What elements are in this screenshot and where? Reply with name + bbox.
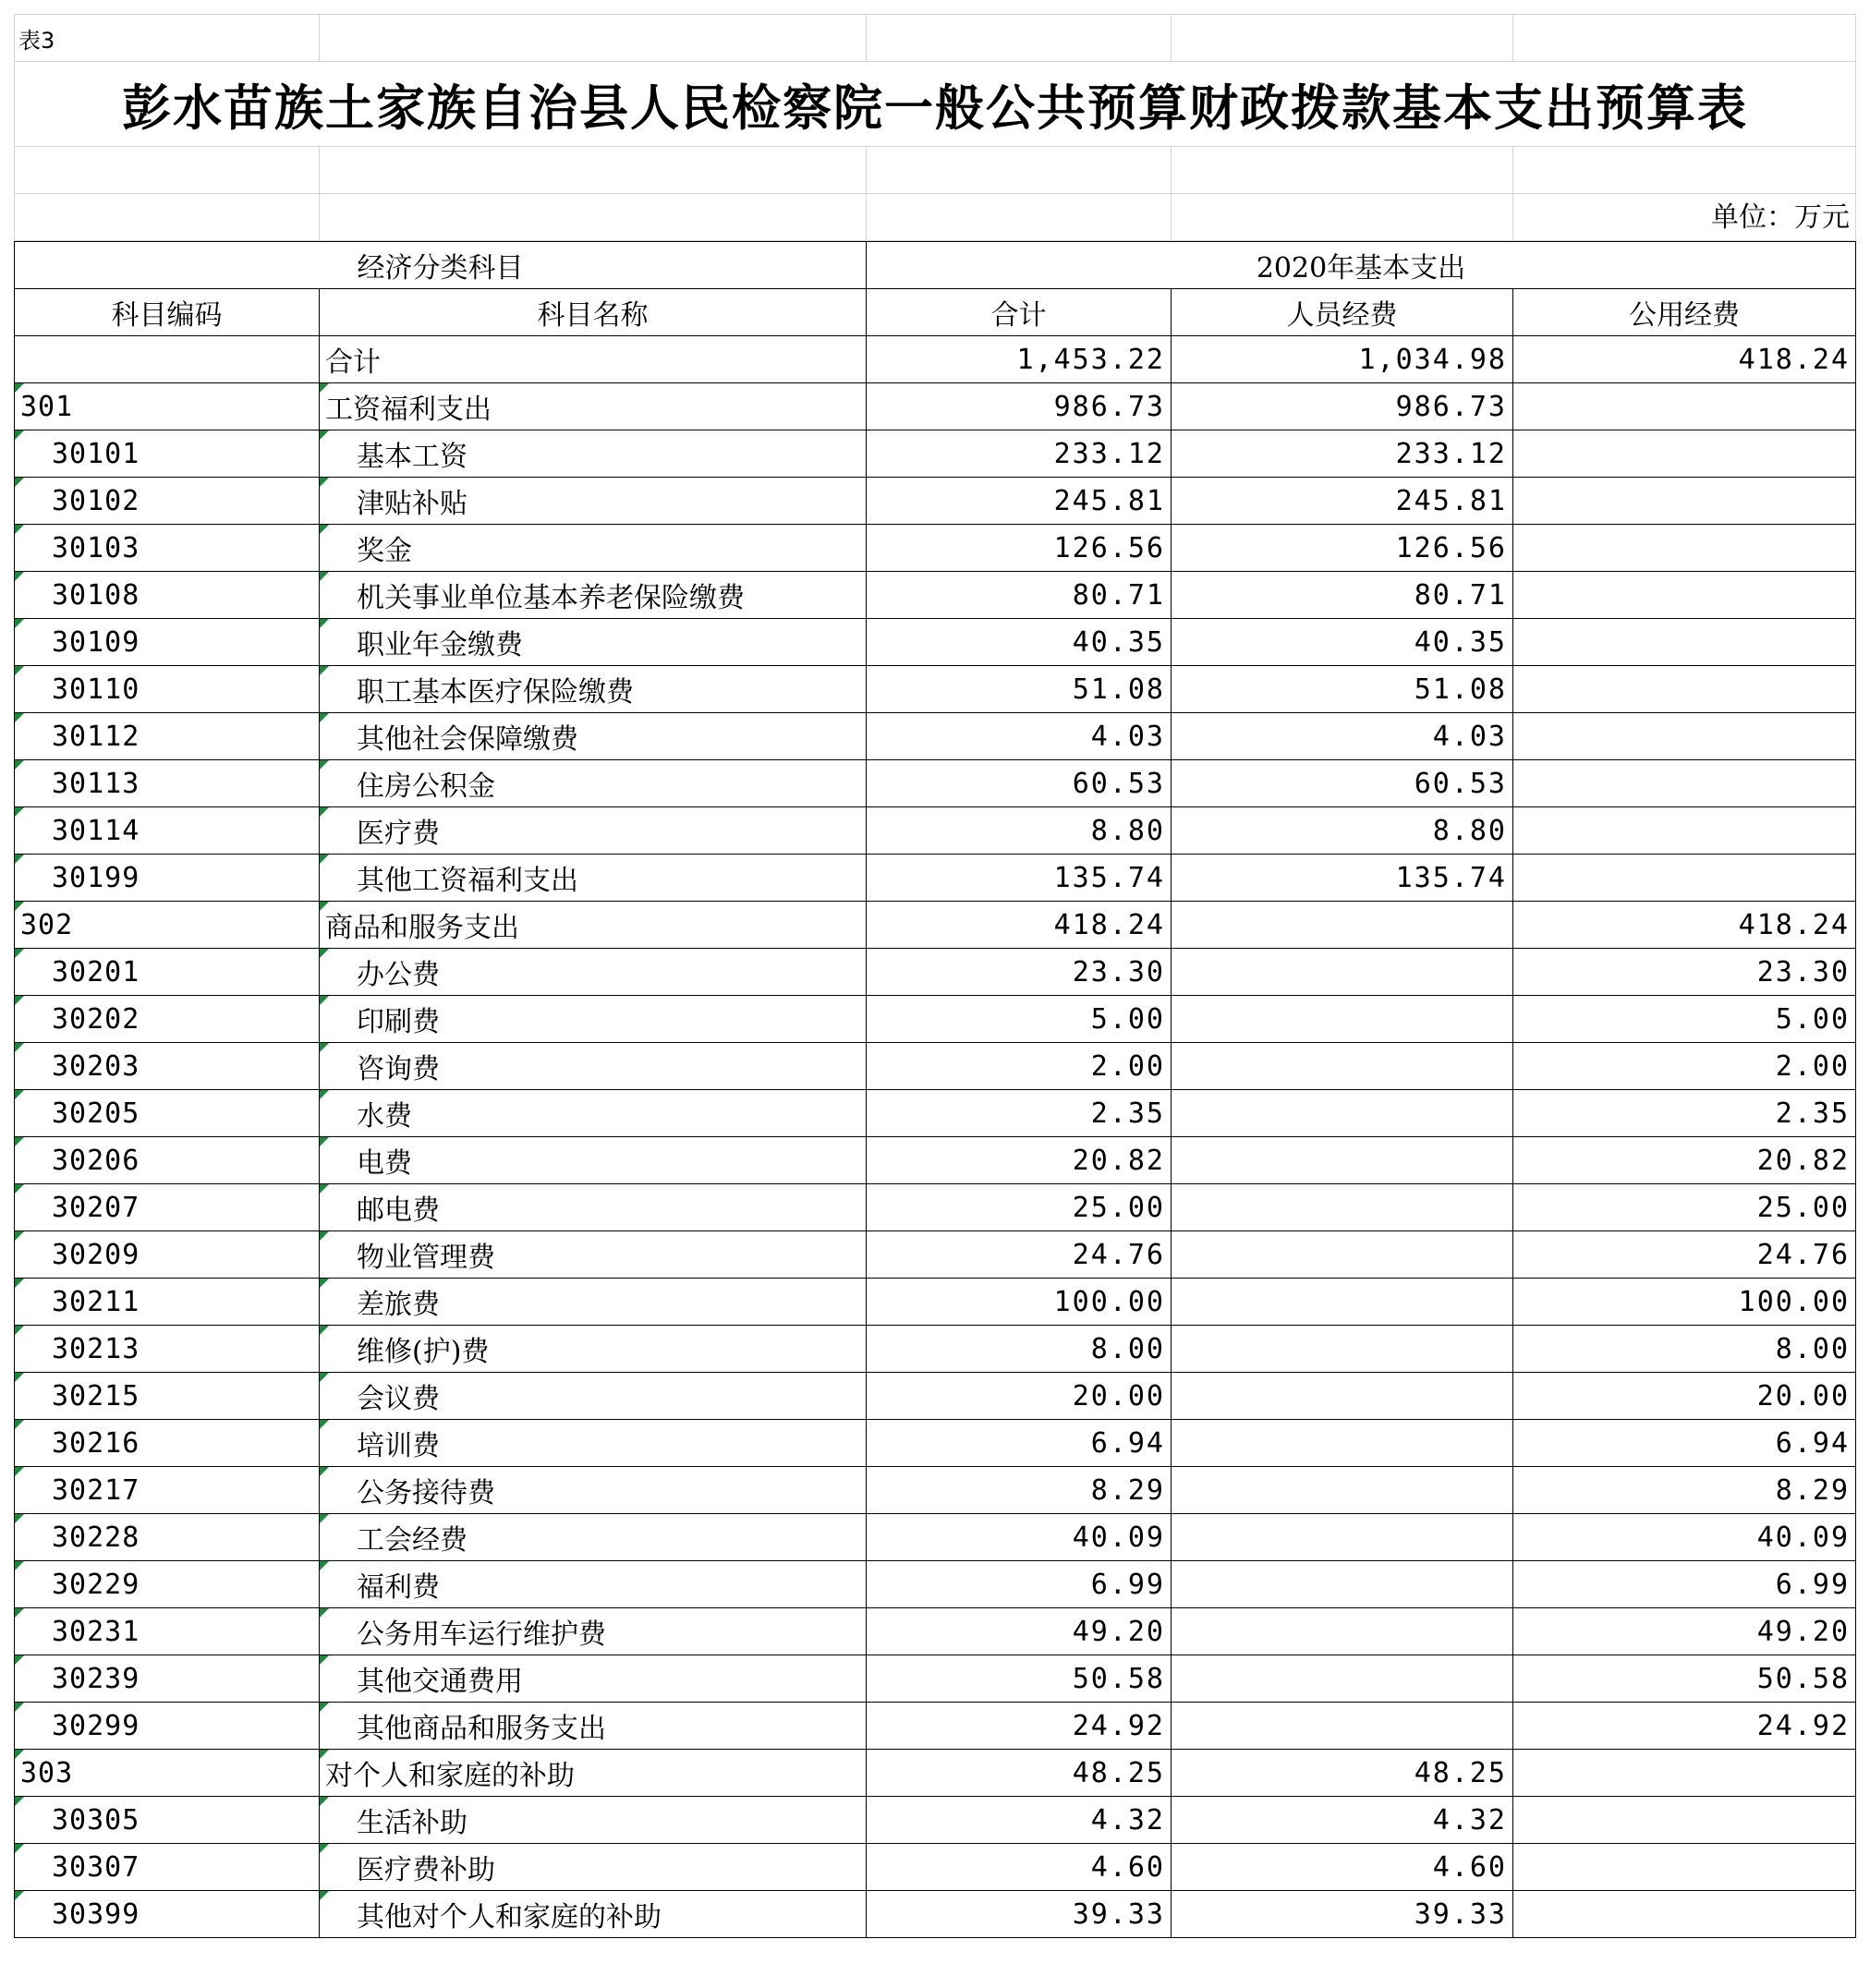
account-code-cell[interactable]: 30205: [15, 1090, 320, 1137]
total-cell[interactable]: 8.80: [867, 807, 1172, 855]
personnel-cell[interactable]: 51.08: [1172, 666, 1513, 713]
public-cell[interactable]: 20.00: [1513, 1373, 1856, 1420]
account-name-cell[interactable]: 邮电费: [320, 1184, 867, 1231]
personnel-cell[interactable]: 126.56: [1172, 525, 1513, 572]
public-cell[interactable]: [1513, 1844, 1856, 1891]
account-code-cell[interactable]: 30112: [15, 713, 320, 760]
account-name-cell[interactable]: 培训费: [320, 1420, 867, 1467]
account-name-cell[interactable]: 生活补助: [320, 1797, 867, 1844]
total-cell[interactable]: 2.35: [867, 1090, 1172, 1137]
total-cell[interactable]: 986.73: [867, 383, 1172, 430]
table-row: [15, 525, 1856, 572]
total-cell[interactable]: 233.12: [867, 430, 1172, 478]
table-row: [15, 1797, 1856, 1844]
public-cell[interactable]: [1513, 430, 1856, 478]
total-cell[interactable]: 80.71: [867, 572, 1172, 619]
account-code-cell[interactable]: 30199: [15, 855, 320, 902]
public-cell[interactable]: [1513, 807, 1856, 855]
total-cell[interactable]: 8.00: [867, 1326, 1172, 1373]
personnel-cell[interactable]: [1172, 1467, 1513, 1514]
public-cell[interactable]: [1513, 760, 1856, 807]
table-number: 表3: [15, 15, 320, 62]
table-row: [15, 666, 1856, 713]
empty-cell[interactable]: [1513, 15, 1856, 62]
table-row: [15, 1561, 1856, 1608]
column-header-name: 科目名称: [320, 289, 867, 336]
column-header-public: 公用经费: [1513, 289, 1856, 336]
public-cell[interactable]: 418.24: [1513, 336, 1856, 383]
table-row: [15, 996, 1856, 1043]
account-code-cell[interactable]: 30216: [15, 1420, 320, 1467]
public-cell[interactable]: 2.00: [1513, 1043, 1856, 1090]
column-header-personnel: 人员经费: [1172, 289, 1513, 336]
public-cell[interactable]: [1513, 383, 1856, 430]
public-cell[interactable]: 100.00: [1513, 1279, 1856, 1326]
personnel-cell[interactable]: [1172, 1090, 1513, 1137]
document-title: 彭水苗族土家族自治县人民检察院一般公共预算财政拨款基本支出预算表: [15, 62, 1856, 147]
public-cell[interactable]: 40.09: [1513, 1514, 1856, 1561]
total-cell[interactable]: 48.25: [867, 1750, 1172, 1797]
total-cell[interactable]: 40.35: [867, 619, 1172, 666]
table-row: [15, 1514, 1856, 1561]
personnel-cell[interactable]: [1172, 1184, 1513, 1231]
public-cell[interactable]: 24.92: [1513, 1703, 1856, 1750]
personnel-cell[interactable]: 233.12: [1172, 430, 1513, 478]
account-name-cell[interactable]: 津贴补贴: [320, 478, 867, 525]
table-row: [15, 1137, 1856, 1184]
personnel-cell[interactable]: 60.53: [1172, 760, 1513, 807]
account-name-cell[interactable]: 住房公积金: [320, 760, 867, 807]
account-code-cell[interactable]: 30228: [15, 1514, 320, 1561]
table-row: [15, 1326, 1856, 1373]
account-name-cell[interactable]: 公务接待费: [320, 1467, 867, 1514]
total-cell[interactable]: 24.92: [867, 1703, 1172, 1750]
account-code-cell[interactable]: 30103: [15, 525, 320, 572]
account-name-cell[interactable]: 印刷费: [320, 996, 867, 1043]
group-header-basic-expenditure: 2020年基本支出: [867, 242, 1856, 289]
account-name-cell[interactable]: 物业管理费: [320, 1231, 867, 1279]
table-row: [15, 807, 1856, 855]
account-code-cell[interactable]: 30207: [15, 1184, 320, 1231]
empty-cell[interactable]: [1172, 194, 1513, 241]
personnel-cell[interactable]: [1172, 1703, 1513, 1750]
account-name-cell[interactable]: 公务用车运行维护费: [320, 1608, 867, 1655]
total-cell[interactable]: 135.74: [867, 855, 1172, 902]
account-code-cell[interactable]: [15, 336, 320, 383]
public-cell[interactable]: [1513, 619, 1856, 666]
total-cell[interactable]: 6.99: [867, 1561, 1172, 1608]
account-name-cell[interactable]: 职业年金缴费: [320, 619, 867, 666]
account-name-cell[interactable]: 商品和服务支出: [320, 902, 867, 949]
account-name-cell[interactable]: 工会经费: [320, 1514, 867, 1561]
total-cell[interactable]: 40.09: [867, 1514, 1172, 1561]
table-row: [15, 949, 1856, 996]
table-row: [15, 713, 1856, 760]
total-cell[interactable]: 20.82: [867, 1137, 1172, 1184]
account-code-cell[interactable]: 30217: [15, 1467, 320, 1514]
account-code-cell[interactable]: 30211: [15, 1279, 320, 1326]
empty-cell[interactable]: [320, 15, 867, 62]
total-cell[interactable]: 49.20: [867, 1608, 1172, 1655]
account-name-cell[interactable]: 差旅费: [320, 1279, 867, 1326]
empty-cell[interactable]: [1513, 147, 1856, 194]
table-row: [15, 619, 1856, 666]
table-row: [15, 1184, 1856, 1231]
total-cell[interactable]: 1,453.22: [867, 336, 1172, 383]
total-cell[interactable]: 51.08: [867, 666, 1172, 713]
total-cell[interactable]: 5.00: [867, 996, 1172, 1043]
total-cell[interactable]: 24.76: [867, 1231, 1172, 1279]
table-row: [15, 760, 1856, 807]
account-name-cell[interactable]: 工资福利支出: [320, 383, 867, 430]
personnel-cell[interactable]: 48.25: [1172, 1750, 1513, 1797]
account-name-cell[interactable]: 职工基本医疗保险缴费: [320, 666, 867, 713]
total-cell[interactable]: 50.58: [867, 1655, 1172, 1703]
total-cell[interactable]: 60.53: [867, 760, 1172, 807]
account-name-cell[interactable]: 对个人和家庭的补助: [320, 1750, 867, 1797]
account-name-cell[interactable]: 其他对个人和家庭的补助: [320, 1891, 867, 1938]
public-cell[interactable]: [1513, 478, 1856, 525]
header-area: [14, 14, 1856, 241]
account-code-cell[interactable]: 30109: [15, 619, 320, 666]
table-row: [15, 1750, 1856, 1797]
spreadsheet: [14, 14, 1855, 1938]
account-code-cell[interactable]: 301: [15, 383, 320, 430]
group-header-economic-class: 经济分类科目: [15, 242, 867, 289]
account-name-cell[interactable]: 其他商品和服务支出: [320, 1703, 867, 1750]
public-cell[interactable]: 418.24: [1513, 902, 1856, 949]
table-row: [15, 1655, 1856, 1703]
total-cell[interactable]: 4.60: [867, 1844, 1172, 1891]
total-cell[interactable]: 2.00: [867, 1043, 1172, 1090]
total-cell[interactable]: 4.32: [867, 1797, 1172, 1844]
account-code-cell[interactable]: 30203: [15, 1043, 320, 1090]
personnel-cell[interactable]: 4.60: [1172, 1844, 1513, 1891]
account-name-cell[interactable]: 合计: [320, 336, 867, 383]
public-cell[interactable]: [1513, 855, 1856, 902]
empty-cell[interactable]: [1172, 15, 1513, 62]
account-name-cell[interactable]: 其他交通费用: [320, 1655, 867, 1703]
personnel-cell[interactable]: [1172, 1137, 1513, 1184]
empty-cell[interactable]: [867, 194, 1172, 241]
personnel-cell[interactable]: [1172, 1279, 1513, 1326]
account-name-cell[interactable]: 办公费: [320, 949, 867, 996]
empty-cell[interactable]: [1172, 147, 1513, 194]
personnel-cell[interactable]: [1172, 1608, 1513, 1655]
personnel-cell[interactable]: [1172, 1373, 1513, 1420]
account-code-cell[interactable]: 30305: [15, 1797, 320, 1844]
public-cell[interactable]: [1513, 713, 1856, 760]
account-code-cell[interactable]: 30114: [15, 807, 320, 855]
personnel-cell[interactable]: [1172, 1420, 1513, 1467]
account-code-cell[interactable]: 30399: [15, 1891, 320, 1938]
public-cell[interactable]: 24.76: [1513, 1231, 1856, 1279]
public-cell[interactable]: 49.20: [1513, 1608, 1856, 1655]
personnel-cell[interactable]: [1172, 1655, 1513, 1703]
account-name-cell[interactable]: 会议费: [320, 1373, 867, 1420]
account-name-cell[interactable]: 咨询费: [320, 1043, 867, 1090]
table-row: [15, 336, 1856, 383]
column-header-code: 科目编码: [15, 289, 320, 336]
personnel-cell[interactable]: 135.74: [1172, 855, 1513, 902]
total-cell[interactable]: 245.81: [867, 478, 1172, 525]
account-code-cell[interactable]: 30102: [15, 478, 320, 525]
account-code-cell[interactable]: 30213: [15, 1326, 320, 1373]
table-row: [15, 1703, 1856, 1750]
account-name-cell[interactable]: 水费: [320, 1090, 867, 1137]
personnel-cell[interactable]: 1,034.98: [1172, 336, 1513, 383]
personnel-cell[interactable]: 39.33: [1172, 1891, 1513, 1938]
personnel-cell[interactable]: [1172, 949, 1513, 996]
account-code-cell[interactable]: 30215: [15, 1373, 320, 1420]
table-row: [15, 1231, 1856, 1279]
public-cell[interactable]: [1513, 1891, 1856, 1938]
table-row: [15, 478, 1856, 525]
table-row: [15, 1043, 1856, 1090]
account-code-cell[interactable]: 30299: [15, 1703, 320, 1750]
table-row: [15, 1891, 1856, 1938]
total-cell[interactable]: 25.00: [867, 1184, 1172, 1231]
account-code-cell[interactable]: 30209: [15, 1231, 320, 1279]
total-cell[interactable]: 20.00: [867, 1373, 1172, 1420]
public-cell[interactable]: 25.00: [1513, 1184, 1856, 1231]
account-code-cell[interactable]: 30229: [15, 1561, 320, 1608]
account-name-cell[interactable]: 电费: [320, 1137, 867, 1184]
account-name-cell[interactable]: 其他工资福利支出: [320, 855, 867, 902]
account-name-cell[interactable]: 奖金: [320, 525, 867, 572]
public-cell[interactable]: 6.94: [1513, 1420, 1856, 1467]
public-cell[interactable]: [1513, 572, 1856, 619]
public-cell[interactable]: [1513, 1750, 1856, 1797]
table-row: [15, 855, 1856, 902]
public-cell[interactable]: 6.99: [1513, 1561, 1856, 1608]
personnel-cell[interactable]: 986.73: [1172, 383, 1513, 430]
total-cell[interactable]: 4.03: [867, 713, 1172, 760]
empty-cell[interactable]: [320, 147, 867, 194]
personnel-cell[interactable]: [1172, 1326, 1513, 1373]
personnel-cell[interactable]: 8.80: [1172, 807, 1513, 855]
account-code-cell[interactable]: 30110: [15, 666, 320, 713]
empty-cell[interactable]: [15, 194, 320, 241]
personnel-cell[interactable]: 245.81: [1172, 478, 1513, 525]
public-cell[interactable]: 8.00: [1513, 1326, 1856, 1373]
total-cell[interactable]: 126.56: [867, 525, 1172, 572]
account-name-cell[interactable]: 医疗费补助: [320, 1844, 867, 1891]
public-cell[interactable]: 2.35: [1513, 1090, 1856, 1137]
account-name-cell[interactable]: 机关事业单位基本养老保险缴费: [320, 572, 867, 619]
personnel-cell[interactable]: 4.32: [1172, 1797, 1513, 1844]
account-name-cell[interactable]: 其他社会保障缴费: [320, 713, 867, 760]
table-row: [15, 1279, 1856, 1326]
empty-cell[interactable]: [15, 147, 320, 194]
table-row: [15, 1844, 1856, 1891]
unit-label: 单位：万元: [1513, 194, 1856, 241]
total-cell[interactable]: 418.24: [867, 902, 1172, 949]
table-row: [15, 430, 1856, 478]
account-name-cell[interactable]: 福利费: [320, 1561, 867, 1608]
personnel-cell[interactable]: [1172, 1043, 1513, 1090]
budget-table: [14, 241, 1856, 1938]
table-row: [15, 1420, 1856, 1467]
public-cell[interactable]: [1513, 525, 1856, 572]
total-cell[interactable]: 23.30: [867, 949, 1172, 996]
table-body: [15, 336, 1856, 1938]
public-cell[interactable]: 20.82: [1513, 1137, 1856, 1184]
table-row: [15, 572, 1856, 619]
column-header-total: 合计: [867, 289, 1172, 336]
table-row: [15, 383, 1856, 430]
empty-cell[interactable]: [867, 15, 1172, 62]
personnel-cell[interactable]: 40.35: [1172, 619, 1513, 666]
total-cell[interactable]: 100.00: [867, 1279, 1172, 1326]
table-row: [15, 1373, 1856, 1420]
empty-cell[interactable]: [867, 147, 1172, 194]
personnel-cell[interactable]: [1172, 1561, 1513, 1608]
account-code-cell[interactable]: 30101: [15, 430, 320, 478]
account-name-cell[interactable]: 医疗费: [320, 807, 867, 855]
public-cell[interactable]: 50.58: [1513, 1655, 1856, 1703]
account-code-cell[interactable]: 303: [15, 1750, 320, 1797]
table-row: [15, 1467, 1856, 1514]
table-row: [15, 1608, 1856, 1655]
account-code-cell[interactable]: 30108: [15, 572, 320, 619]
account-code-cell[interactable]: 30202: [15, 996, 320, 1043]
total-cell[interactable]: 39.33: [867, 1891, 1172, 1938]
account-code-cell[interactable]: 30206: [15, 1137, 320, 1184]
table-row: [15, 1090, 1856, 1137]
empty-cell[interactable]: [320, 194, 867, 241]
public-cell[interactable]: [1513, 666, 1856, 713]
public-cell[interactable]: 23.30: [1513, 949, 1856, 996]
account-name-cell[interactable]: 维修(护)费: [320, 1326, 867, 1373]
account-code-cell[interactable]: 30307: [15, 1844, 320, 1891]
total-cell[interactable]: 8.29: [867, 1467, 1172, 1514]
account-code-cell[interactable]: 30201: [15, 949, 320, 996]
personnel-cell[interactable]: [1172, 996, 1513, 1043]
public-cell[interactable]: 5.00: [1513, 996, 1856, 1043]
table-row: [15, 902, 1856, 949]
personnel-cell[interactable]: 80.71: [1172, 572, 1513, 619]
public-cell[interactable]: [1513, 1797, 1856, 1844]
account-code-cell[interactable]: 30231: [15, 1608, 320, 1655]
account-code-cell[interactable]: 302: [15, 902, 320, 949]
personnel-cell[interactable]: 4.03: [1172, 713, 1513, 760]
personnel-cell[interactable]: [1172, 902, 1513, 949]
account-code-cell[interactable]: 30239: [15, 1655, 320, 1703]
personnel-cell[interactable]: [1172, 1231, 1513, 1279]
account-name-cell[interactable]: 基本工资: [320, 430, 867, 478]
public-cell[interactable]: 8.29: [1513, 1467, 1856, 1514]
account-code-cell[interactable]: 30113: [15, 760, 320, 807]
personnel-cell[interactable]: [1172, 1514, 1513, 1561]
total-cell[interactable]: 6.94: [867, 1420, 1172, 1467]
